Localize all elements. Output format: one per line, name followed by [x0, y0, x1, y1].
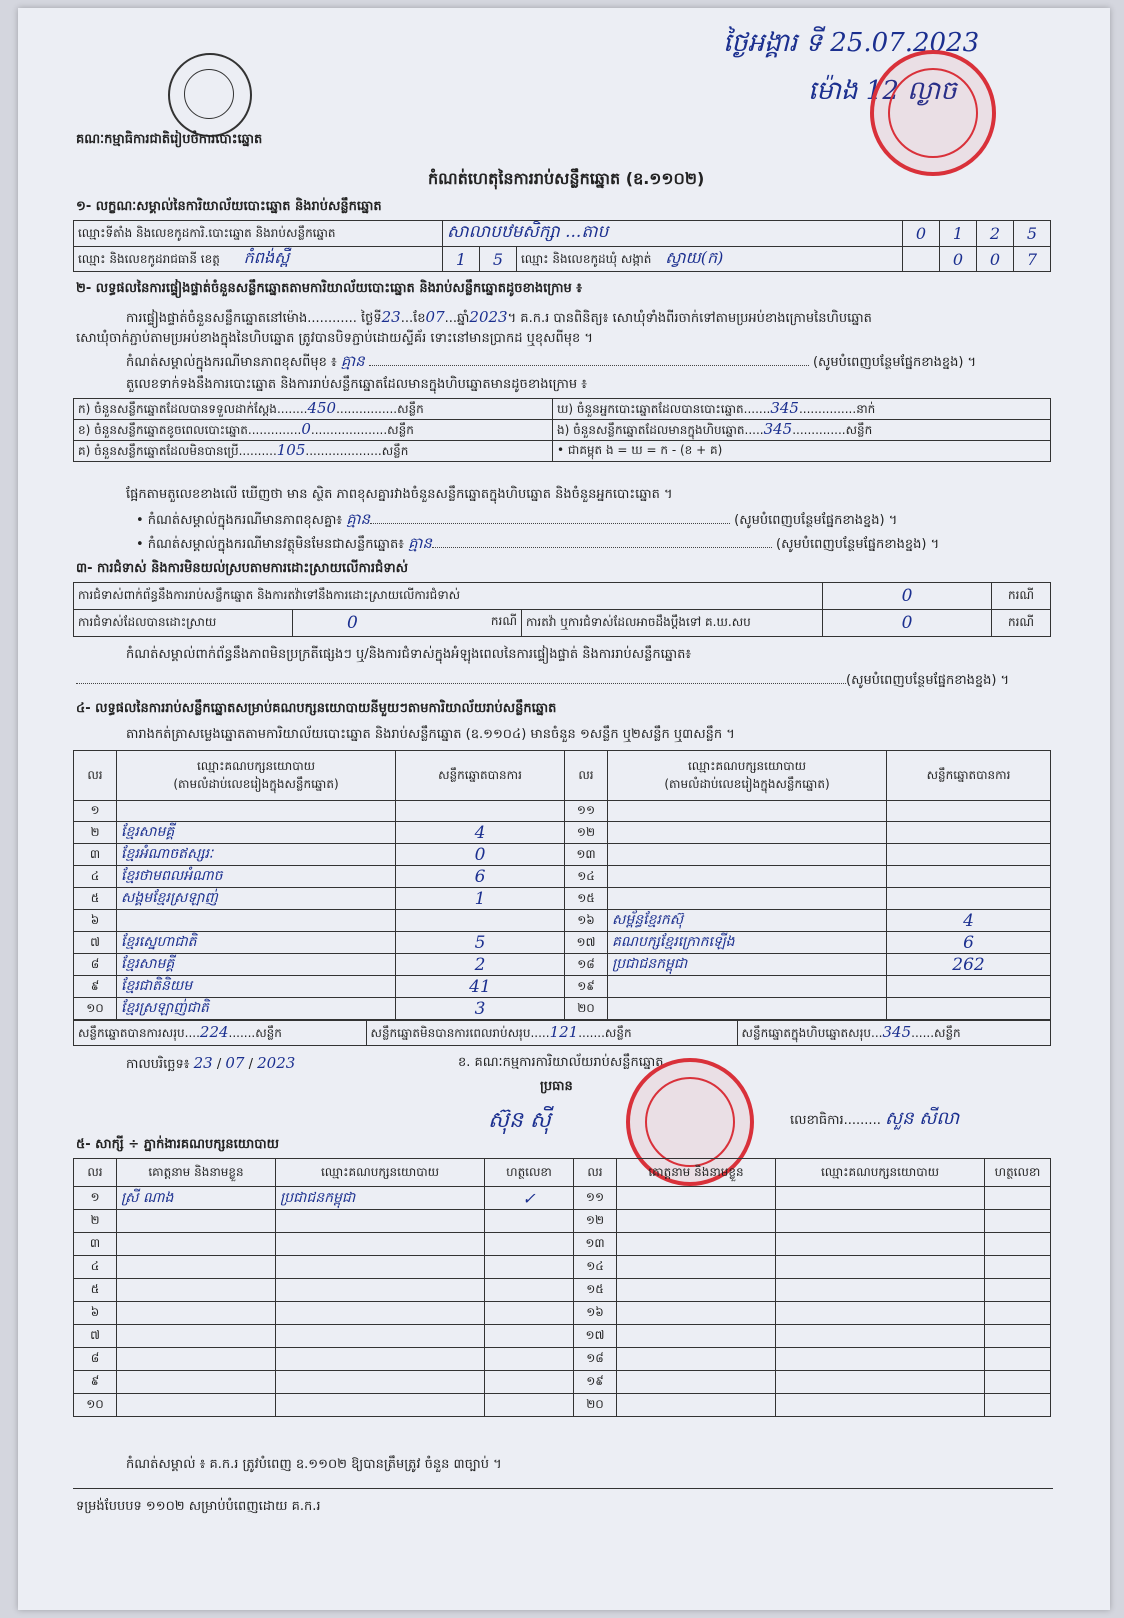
witness-number: ៨ [74, 1348, 117, 1371]
party-name: ខ្មែរថាមពលអំណាច [117, 866, 396, 888]
figures-table [73, 398, 1051, 462]
difference-note-line: កំណត់សម្គាល់ក្នុងករណីមានភាពខុសពីមុខ ៖ គ្មាន (សូមបំពេញបន្ថែមផ្នែកខាងខ្នង) ។ [126, 352, 977, 370]
table-row [74, 1371, 1051, 1394]
total-invalid: សន្លឹកឆ្នោតមិនបានការពេលរាប់សរុប.....121.......សន្លឹក [366, 1021, 737, 1046]
party-votes: 0 [396, 844, 565, 866]
footnote: កំណត់សម្គាល់ ៖ គ.ក.រ ត្រូវបំពេញ ឧ.១១០២ ឱ្យបានត្រឹមត្រូវ ចំនួន ៣ច្បាប់ ។ [126, 1457, 502, 1472]
figure-ka: ក) ចំនួនសន្លឹកឆ្នោតដែលបានទទួលដាក់ស្តែង........450................សន្លឹក [74, 399, 553, 420]
figure-ngo: ង) ចំនួនសន្លឹកឆ្នោតដែលមានក្នុងហិបឆ្នោត.....345..............សន្លឹក [553, 420, 1051, 441]
complaints-table: ការជំទាស់ពាក់ព័ន្ធនឹងការរាប់សន្លឹកឆ្នោត និងការតវ៉ាទៅនឹងការដោះស្រាយលើការជំទាស់ 0 ករណី ការជំទាស់ដែលបានដោះស្រាយ 0 ករណី ការតវ៉ា ឬការជំទាស់ដែលអាចដឹងប្តឹងទៅ គ.ឃ.សប 0 ករណី [73, 582, 1051, 637]
party-votes: 4 [887, 910, 1051, 932]
total-valid: សន្លឹកឆ្នោតបានការសរុប....224.......សន្លឹក [74, 1021, 367, 1046]
province-code-1: 1 [443, 247, 480, 272]
party-name [117, 910, 396, 932]
verify-month: 07 [425, 308, 445, 326]
table-row [74, 1348, 1051, 1371]
figure-ka-value: 450 [307, 399, 337, 417]
row-number: ១៨ [565, 954, 608, 976]
row-number: ១១ [565, 801, 608, 822]
witness-number: ៤ [74, 1256, 117, 1279]
witness-name [617, 1325, 776, 1348]
section2-heading: ២- លទ្ធផលនៃការផ្ទៀងផ្ទាត់ចំនួនសន្លឹកឆ្នោតតាមការិយាល័យបោះឆ្នោត និងរាប់សន្លឹកឆ្នោតដូចខាងក្រោម ៖ [76, 281, 582, 296]
witness-name [117, 1210, 276, 1233]
office-label: ខ. គណៈកម្មការការិយាល័យរាប់សន្លឹកឆ្នោត [458, 1055, 664, 1070]
table-row [74, 1233, 1051, 1256]
row-number: ១៥ [565, 888, 608, 910]
witness-number: ១៨ [574, 1348, 617, 1371]
witness-name [617, 1256, 776, 1279]
witness-party [776, 1256, 985, 1279]
province-label: ឈ្មោះ និងលេខកូដរាជធានី ខេត្ត កំពង់ស្ពឺ [74, 247, 443, 272]
commune-value: ស្វាយ(ក) [665, 248, 724, 267]
party-name: សម្ព័ន្ធខ្មែរកស៊ុ [608, 910, 887, 932]
row-number: ១៦ [565, 910, 608, 932]
witness-signature [485, 1233, 574, 1256]
province-value: កំពង់ស្ពឺ [243, 248, 290, 267]
witness-party [276, 1302, 485, 1325]
table-row [74, 1302, 1051, 1325]
difference-note-value: គ្មាន [340, 352, 365, 370]
bullet-difference-value: គ្មាន [346, 510, 370, 528]
witness-signature [985, 1371, 1051, 1394]
witness-party [276, 1279, 485, 1302]
party-votes [887, 801, 1051, 822]
total-invalid-value: 121 [549, 1023, 579, 1041]
witness-number: ១៩ [574, 1371, 617, 1394]
party-votes [396, 910, 565, 932]
party-votes [887, 866, 1051, 888]
witness-party [776, 1325, 985, 1348]
party-votes [396, 801, 565, 822]
table-row [74, 1394, 1051, 1417]
difference-check-line: ផ្អែកតាមតួលេខខាងលើ ឃើញថា មាន ស្ថិត ភាពខុសគ្នារវាងចំនួនសន្លឹកឆ្នោតក្នុងហិបឆ្នោត និងចំនួនអ្នកបោះឆ្នោត ។ [126, 487, 673, 502]
form-code: ទម្រង់បែបបទ ១១០២ សម្រាប់បំពេញដោយ គ.ក.រ [76, 1499, 321, 1514]
row-number: ១៣ [565, 844, 608, 866]
appeal-label: ការតវ៉ា ឬការជំទាស់ដែលអាចដឹងប្តឹងទៅ គ.ឃ.សប [522, 610, 823, 637]
party-votes: 262 [887, 954, 1051, 976]
president-label: ប្រធាន [540, 1079, 573, 1094]
party-votes: 5 [396, 932, 565, 954]
tally-intro: តារាងកត់ត្រាសម្លេងឆ្នោតតាមការិយាល័យបោះឆ្នោត និងរាប់សន្លឹកឆ្នោត (ឧ.១១០៤) មានចំនួន ១សន្លឹក ឬ២សន្លឹក ឬ៣សន្លឹក ។ [126, 727, 735, 742]
party-name [608, 888, 887, 910]
figures-intro: តួលេខទាក់ទងនឹងការបោះឆ្នោត និងការរាប់សន្លឹកឆ្នោតដែលមានក្នុងហិបឆ្នោតមានដូចខាងក្រោម ៖ [126, 377, 587, 392]
party-votes: 4 [396, 822, 565, 844]
row-number: ៥ [74, 888, 117, 910]
witness-signature [985, 1279, 1051, 1302]
witness-number: ១៣ [574, 1233, 617, 1256]
party-name: គណបក្សខ្មែរក្រោកឡើង [608, 932, 887, 954]
row-number: ២ [74, 822, 117, 844]
results-table: លរ ឈ្មោះគណបក្សនយោបាយ (តាមលំដាប់លេខរៀងក្នុងសន្លឹកឆ្នោត) សន្លឹកឆ្នោតបានការ លរ ឈ្មោះគណបក្សនយោបាយ (តាមលំដាប់លេខរៀងក្នុងសន្លឹកឆ្នោត) សន្លឹកឆ្នោតបានការ ១ ១១ ២ ខ្មែរសាមគ្គី 4 ១២ ៣ ខ្មែរអំណាចឥស្សរៈ 0 ១៣ ៤ ខ្មែរថាមពលអំណាច 6 ១៤ ៥ សង្គមខ្មែរស្រឡាញ់ 1 ១៥ ៦ ១៦ សម្ព័ន្ធខ្មែរកស៊ុ 4 ៧ ខ្មែរស្នេហាជាតិ 5 ១៧ គណបក្សខ្មែរក្រោកឡើង 6 ៨ ខ្មែរសាមគ្គី 2 ១៨ ប្រជាជនកម្ពុជា 262 ៩ ខ្មែរជាតិនិយម 41 ១៩ ១០ ខ្មែរស្រឡាញ់ជាតិ 3 ២០ [73, 750, 1051, 1020]
witness-signature [985, 1325, 1051, 1348]
table-row [74, 998, 1051, 1020]
party-votes [887, 888, 1051, 910]
section3-heading: ៣- ការជំទាស់ និងការមិនយល់ស្របតាមការដោះស្រាយលើការជំទាស់ [76, 561, 408, 576]
witness-party [776, 1187, 985, 1210]
row-number: ១២ [565, 822, 608, 844]
section5-heading: ៥- សាក្សី ÷ ភ្នាក់ងារគណបក្សនយោបាយ [76, 1137, 279, 1152]
witness-name [617, 1279, 776, 1302]
witness-party [276, 1348, 485, 1371]
witness-party [776, 1279, 985, 1302]
verify-year: 2023 [469, 308, 508, 326]
witness-number: ២ [74, 1210, 117, 1233]
witness-number: ៩ [74, 1371, 117, 1394]
complaints-label: ការជំទាស់ពាក់ព័ន្ធនឹងការរាប់សន្លឹកឆ្នោត និងការតវ៉ាទៅនឹងការដោះស្រាយលើការជំទាស់ [74, 583, 823, 610]
row-number: ១ [74, 801, 117, 822]
witness-party [776, 1371, 985, 1394]
witness-party [276, 1394, 485, 1417]
party-votes: 3 [396, 998, 565, 1020]
table-row [74, 888, 1051, 910]
witness-number: ១៥ [574, 1279, 617, 1302]
province-code-2: 5 [480, 247, 517, 272]
witness-party [776, 1210, 985, 1233]
witness-number: ៦ [74, 1302, 117, 1325]
witness-name [117, 1233, 276, 1256]
witness-name [617, 1302, 776, 1325]
verify-day: 23 [381, 308, 401, 326]
witness-name [117, 1371, 276, 1394]
witness-signature [485, 1371, 574, 1394]
figure-ko-value: 105 [276, 441, 306, 459]
witness-party [776, 1233, 985, 1256]
totals-table [73, 1020, 1051, 1046]
witness-name [117, 1256, 276, 1279]
witness-party [276, 1210, 485, 1233]
witness-name [117, 1394, 276, 1417]
resolved-value: 0 [347, 613, 358, 633]
stamp-top [870, 50, 996, 176]
witness-number: ១០ [74, 1394, 117, 1417]
witness-name [617, 1233, 776, 1256]
row-number: ១០ [74, 998, 117, 1020]
table-row [74, 822, 1051, 844]
president-signature: ស៊ុន ស៊ី [488, 1108, 551, 1133]
party-name [608, 866, 887, 888]
party-votes: 6 [887, 932, 1051, 954]
witness-number: ២០ [574, 1394, 617, 1417]
commune-code-2: 0 [977, 247, 1014, 272]
row-number: ២០ [565, 998, 608, 1020]
witness-number: ៣ [74, 1233, 117, 1256]
figure-ngo-value: 345 [763, 420, 793, 438]
table-row [74, 844, 1051, 866]
location-code-1: 0 [903, 221, 940, 247]
row-number: ៩ [74, 976, 117, 998]
top-time: ម៉ោង 12 ល្ងាច [808, 76, 957, 106]
section4-heading: ៤- លទ្ធផលនៃការរាប់សន្លឹកឆ្នោតសម្រាប់គណបក្សនយោបាយនីមួយៗតាមការិយាល័យរាប់សន្លឹកឆ្នោត [76, 701, 557, 716]
table-row [74, 1325, 1051, 1348]
witness-party: ប្រជាជនកម្ពុជា [276, 1187, 485, 1210]
bullet-objects: • កំណត់សម្គាល់ក្នុងករណីមានវត្ថុមិនមែនជាសន្លឹកឆ្នោត៖ គ្មាន (សូមបំពេញបន្ថែមផ្នែកខាងខ្នង) ។ [136, 534, 940, 552]
witness-party [276, 1256, 485, 1279]
witness-number: ១ [74, 1187, 117, 1210]
witness-party [776, 1302, 985, 1325]
witness-name: ស្រី ណាង [117, 1187, 276, 1210]
nec-logo [168, 53, 252, 137]
witness-party [776, 1348, 985, 1371]
witness-signature [485, 1210, 574, 1233]
party-votes [887, 976, 1051, 998]
commune-code-3: 7 [1014, 247, 1051, 272]
total-ballots-value: 345 [882, 1023, 912, 1041]
figure-kha-value: 0 [301, 420, 311, 438]
figure-formula: • ជាគម្ពុត ង = ឃ = ក - (ខ + គ) [553, 441, 1051, 462]
party-votes: 6 [396, 866, 565, 888]
row-number: ៦ [74, 910, 117, 932]
witness-party [276, 1233, 485, 1256]
table-row [74, 910, 1051, 932]
commune-code-1: 0 [940, 247, 977, 272]
witness-number: ១២ [574, 1210, 617, 1233]
party-name: ខ្មែរសាមគ្គី [117, 954, 396, 976]
row-number: ៧ [74, 932, 117, 954]
complaints-value: 0 [823, 583, 992, 610]
party-name: ប្រជាជនកម្ពុជា [608, 954, 887, 976]
witness-name [617, 1210, 776, 1233]
witness-signature [485, 1302, 574, 1325]
witness-name [117, 1325, 276, 1348]
witness-signature [485, 1325, 574, 1348]
bullet-difference: • កំណត់សម្គាល់ក្នុងករណីមានភាពខុសគ្នា៖ គ្មាន (សូមបំពេញបន្ថែមផ្នែកខាងខ្នង) ។ [136, 510, 898, 528]
party-votes: 2 [396, 954, 565, 976]
witness-number: ១៤ [574, 1256, 617, 1279]
table-row [74, 1256, 1051, 1279]
party-votes [887, 844, 1051, 866]
witness-signature [985, 1394, 1051, 1417]
committee-name: គណៈកម្មាធិការជាតិរៀបចំការបោះឆ្នោត [76, 132, 263, 147]
witness-signature [485, 1348, 574, 1371]
row-number: ១៩ [565, 976, 608, 998]
witness-signature [985, 1256, 1051, 1279]
witness-name [617, 1187, 776, 1210]
witness-number: ១១ [574, 1187, 617, 1210]
location-code-4: 5 [1014, 221, 1051, 247]
row-number: ៤ [74, 866, 117, 888]
party-name: ខ្មែរស្រឡាញ់ជាតិ [117, 998, 396, 1020]
witness-party [776, 1394, 985, 1417]
row-number: ១៤ [565, 866, 608, 888]
section1-heading: ១- លក្ខណៈសម្គាល់នៃការិយាល័យបោះឆ្នោត និងរាប់សន្លឹកឆ្នោត [76, 199, 382, 214]
party-name [608, 844, 887, 866]
party-votes: 1 [396, 888, 565, 910]
party-votes [887, 998, 1051, 1020]
witness-signature: ✓ [485, 1187, 574, 1210]
figure-ko: គ) ចំនួនសន្លឹកឆ្នោតដែលមិនបានប្រើ..........105....................សន្លឹក [74, 441, 553, 462]
resolved-label: ការជំទាស់ដែលបានដោះស្រាយ [74, 610, 293, 637]
table-row [74, 932, 1051, 954]
form-page [18, 8, 1110, 1610]
figure-kho-value: 345 [770, 399, 799, 417]
resolved-cell: 0 ករណី [293, 610, 522, 637]
witness-signature [985, 1302, 1051, 1325]
witness-number: ១៦ [574, 1302, 617, 1325]
total-valid-value: 224 [199, 1023, 229, 1041]
party-name [608, 976, 887, 998]
bullet-objects-value: គ្មាន [408, 534, 432, 552]
secretary-signature: សួន សីលា [884, 1108, 960, 1129]
location-code-2: 1 [940, 221, 977, 247]
witness-number: ៥ [74, 1279, 117, 1302]
row-number: ៣ [74, 844, 117, 866]
row-number: ១៧ [565, 932, 608, 954]
irregularity-note: កំណត់សម្គាល់ពាក់ព័ន្ធនឹងភាពមិនប្រក្រតីផ្សេងៗ ឬ/និងការជំទាស់ក្នុងអំឡុងពេលនៃការផ្ទៀងផ្ទាត់ និងការរាប់សន្លឹកឆ្នោត៖ [126, 647, 692, 662]
signing-date: កាលបរិច្ឆេទ៖ 23 / 07 / 2023 [126, 1054, 296, 1072]
witness-name [617, 1371, 776, 1394]
figure-kha: ខ) ចំនួនសន្លឹកឆ្នោតខូចពេលបោះឆ្នោត..............0....................សន្លឹក [74, 420, 553, 441]
party-name [608, 801, 887, 822]
irregularity-fill: (សូមបំពេញបន្ថែមផ្នែកខាងខ្នង) ។ [76, 672, 1009, 691]
commune-label: ឈ្មោះ និងលេខកូដឃុំ សង្កាត់ ស្វាយ(ក) [517, 247, 903, 272]
party-name: ខ្មែរស្នេហាជាតិ [117, 932, 396, 954]
verification-line: ការផ្ទៀងផ្ទាត់ចំនួនសន្លឹកឆ្នោតនៅម៉ោង............ ថ្ងៃទី23...ខែ07...ឆ្នាំ2023។ គ.ក.រ បានពិនិត្យ៖ សោឃុំទាំងពីរចាក់ទៅតាមប្រអប់ខាងក្រោមនៃហិបឆ្នោត [126, 308, 872, 326]
witness-table: លរ គោត្តនាម និងនាមខ្លួន ឈ្មោះគណបក្សនយោបាយ ហត្ថលេខា លរ គោត្តនាម និងនាមខ្លួន ឈ្មោះគណបក្សនយោបាយ ហត្ថលេខា ១ ស្រី ណាង ប្រជាជនកម្ពុជា ✓ ១១ ២ ១២ ៣ ១៣ ៤ ១៤ ៥ ១៥ ៦ ១៦ ៧ ១៧ ៨ ១៨ ៩ ១៩ ១០ ២០ [73, 1158, 1051, 1417]
figure-kho: ឃ) ចំនួនអ្នកបោះឆ្នោតដែលបានបោះឆ្នោត.......345...............នាក់ [553, 399, 1051, 420]
party-name [117, 801, 396, 822]
table-row [74, 801, 1051, 822]
witness-signature [985, 1348, 1051, 1371]
section1-table [73, 220, 1051, 272]
witness-number: ១៧ [574, 1325, 617, 1348]
top-date: ថ្ងៃអង្គារ ទី 25.07.2023 [723, 28, 980, 58]
party-name [608, 822, 887, 844]
appeal-value: 0 [823, 610, 992, 637]
witness-signature [985, 1233, 1051, 1256]
witness-name [617, 1348, 776, 1371]
party-name: ខ្មែរសាមគ្គី [117, 822, 396, 844]
witness-name [617, 1394, 776, 1417]
witness-signature [485, 1256, 574, 1279]
witness-signature [985, 1187, 1051, 1210]
location-value: សាលាបឋមសិក្សា ...តាប [443, 221, 903, 247]
party-votes: 41 [396, 976, 565, 998]
table-row [74, 1187, 1051, 1210]
table-row [74, 1279, 1051, 1302]
table-row [74, 866, 1051, 888]
location-code-3: 2 [977, 221, 1014, 247]
witness-number: ៧ [74, 1325, 117, 1348]
party-votes [887, 822, 1051, 844]
table-row [74, 976, 1051, 998]
row-number: ៨ [74, 954, 117, 976]
table-row [74, 954, 1051, 976]
secretary-line: លេខាធិការ......... សួន សីលា [790, 1108, 960, 1129]
party-name [608, 998, 887, 1020]
witness-party [276, 1371, 485, 1394]
form-title: កំណត់ហេតុនៃការរាប់សន្លឹកឆ្នោត (ឧ.១១០២) [428, 169, 705, 188]
witness-name [117, 1302, 276, 1325]
footer-divider [73, 1488, 1053, 1489]
location-label: ឈ្មោះទីតាំង និងលេខកូដការិ.បោះឆ្នោត និងរាប់សន្លឹកឆ្នោត [74, 221, 443, 247]
witness-name [117, 1279, 276, 1302]
table-row [74, 1210, 1051, 1233]
seal-line: សោឃុំចាក់ភ្ជាប់តាមប្រអប់ខាងក្នុងនៃហិបឆ្នោត ត្រូវបានបិទភ្ជាប់ដោយស្ទីគ័រ ទោះនៅមានប្រាកដ ឬខុសពីមុខ ។ [76, 331, 593, 346]
party-name: ខ្មែរអំណាចឥស្សរៈ [117, 844, 396, 866]
witness-signature [485, 1279, 574, 1302]
party-name: សង្គមខ្មែរស្រឡាញ់ [117, 888, 396, 910]
witness-signature [485, 1394, 574, 1417]
witness-signature [985, 1210, 1051, 1233]
witness-name [117, 1348, 276, 1371]
witness-party [276, 1325, 485, 1348]
party-name: ខ្មែរជាតិនិយម [117, 976, 396, 998]
total-ballots: សន្លឹកឆ្នោតក្នុងហិបឆ្នោតសរុប...345......សន្លឹក [737, 1021, 1050, 1046]
